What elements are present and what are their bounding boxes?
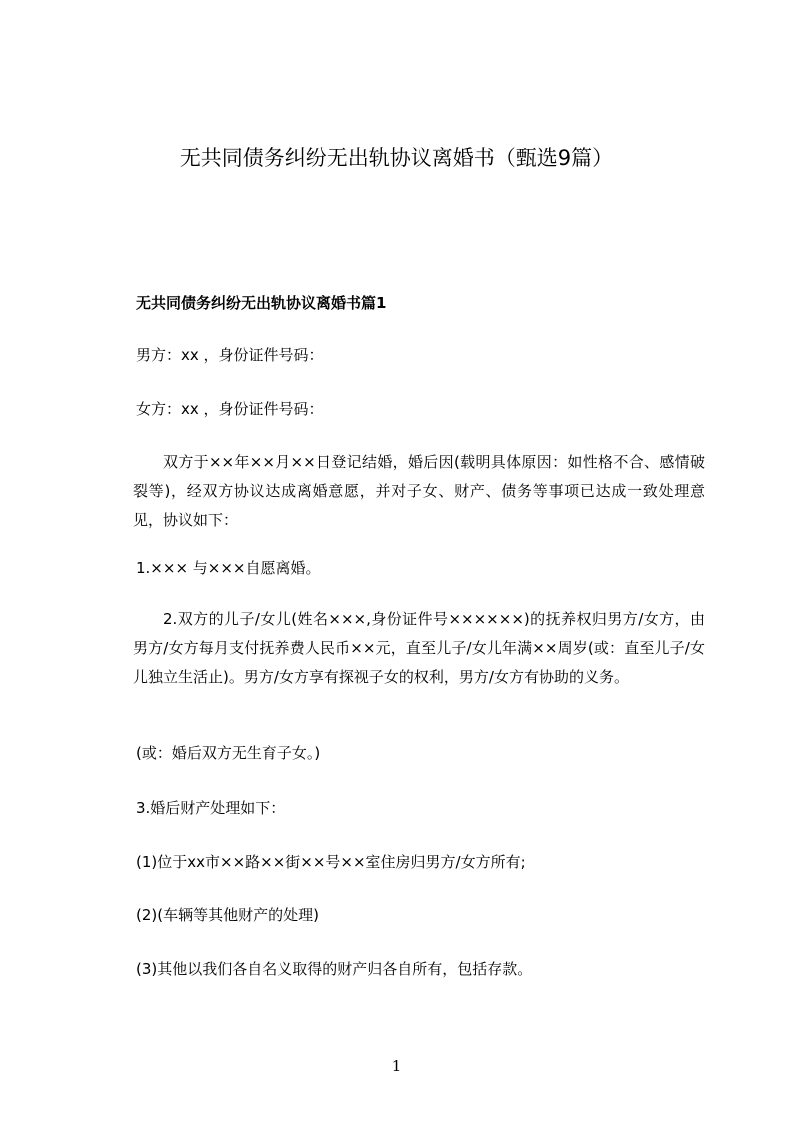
property-item-3: (3)其他以我们各自名义取得的财产归各自所有，包括存款。 [136,960,533,978]
intro-paragraph: 双方于××年××月××日登记结婚，婚后因(载明具体原因：如性格不合、感情破裂等)，经双方协议达成离婚意愿，并对子女、财产、债务等事项已达成一致处理意见，协议如下： [133,453,705,529]
clause-2-alternative: (或：婚后双方无生育子女。) [136,744,321,762]
clause-2: 2.双方的儿子/女儿(姓名×××,身份证件号××××××)的抚养权归男方/女方，由男方/女方每月支付抚养费人民币××元，直至儿子/女儿年满××周岁(或：直至儿子/女儿独立生活止)。男方/女方享有探视子女的权利，男方/女方有协助的义务。 [133,610,705,686]
property-item-1: (1)位于xx市××路××街××号××室住房归男方/女方所有; [136,853,526,871]
document-title: 无共同债务纠纷无出轨协议离婚书（甄选9篇） [179,146,614,170]
husband-line: 男方：xx ，身份证件号码： [136,346,324,364]
property-item-2: (2)(车辆等其他财产的处理) [136,906,319,924]
section-heading: 无共同债务纠纷无出轨协议离婚书篇1 [136,294,387,312]
clause-3: 3.婚后财产处理如下： [136,799,286,817]
page-number: 1 [391,1057,402,1075]
clause-1: 1.××× 与×××自愿离婚。 [136,559,321,577]
wife-line: 女方：xx ，身份证件号码： [136,400,324,418]
